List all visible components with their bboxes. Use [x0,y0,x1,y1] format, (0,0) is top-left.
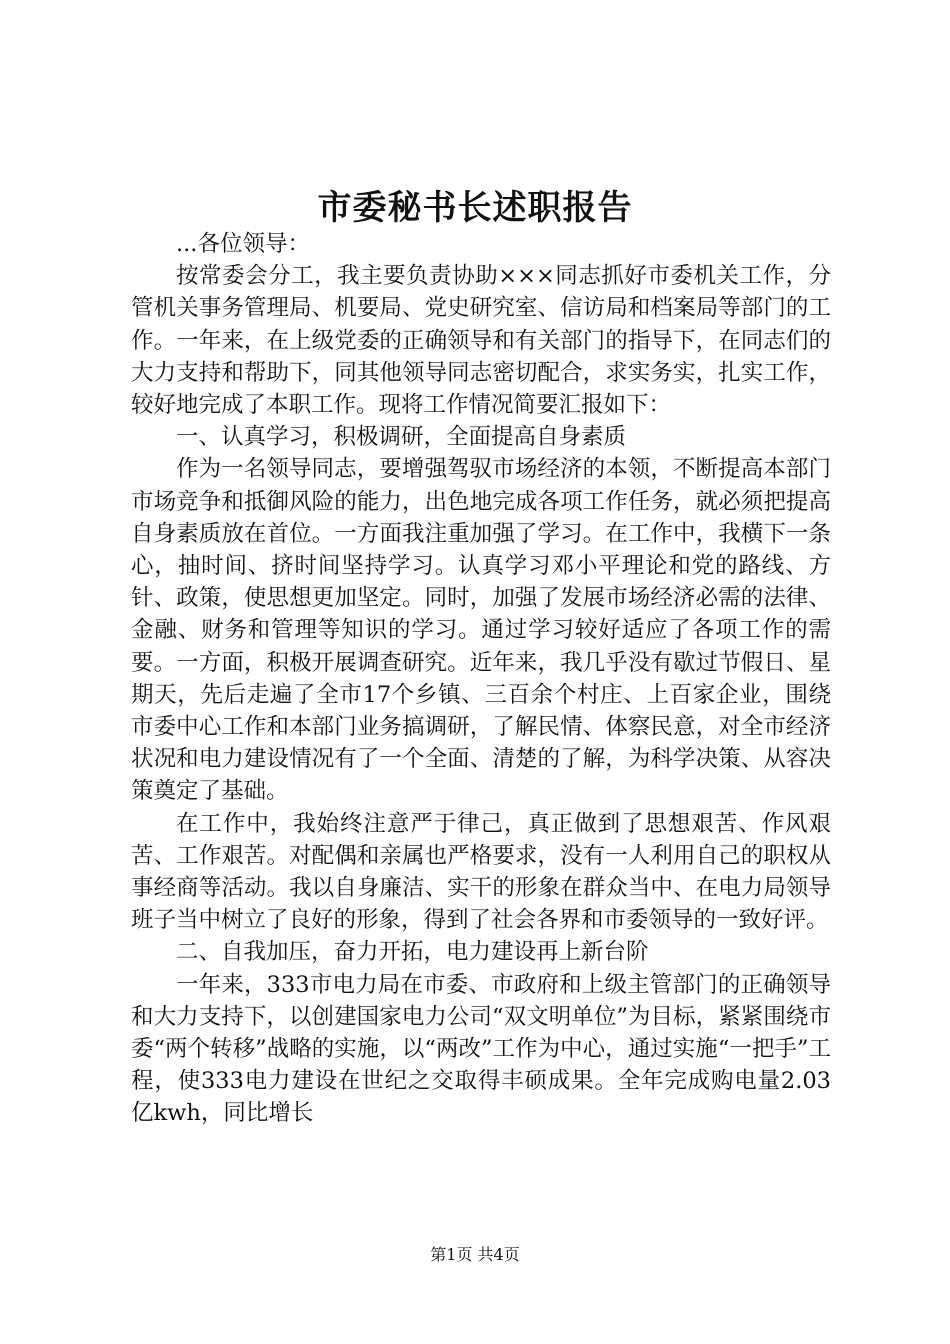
section-heading-1: 一、认真学习，积极调研，全面提高自身素质 [176,424,627,451]
salutation: ...各位领导： [176,231,310,257]
paragraph-study: 作为一名领导同志，要增强驾驭市场经济的本领，不断提高本部门市场竞争和抵御风险的能力，出色地完成各项工作任务，就必须把提高自身素质放在首位。一方面我注重加强了学习。在工作中，我横下一条心，抽时间、挤时间坚持学习。认真学习邓小平理论和党的路线、方针、政策，使思想更加坚定。同时，加强了发展市场经济必需的法律、金融、财务和管理等知识的学习。通过学习较好适应了各项工作的需要。一方面，积极开展调查研究。近年来，我几乎没有歇过节假日、星期天，先后走遍了全市17个乡镇、三百余个村庄、上百家企业，围绕市委中心工作和本部门业务搞调研，了解民情、体察民意，对全市经济状况和电力建设情况有了一个全面、清楚的了解，为科学决策、从容决策奠定了基础。 [131,456,831,805]
document-body [131,228,831,1130]
paragraph-achievements: 一年来，333市电力局在市委、市政府和上级主管部门的正确领导和大力支持下，以创建国家电力公司“双文明单位”为目标，紧紧围绕市委“两个转移”战略的实施，以“两改”工作为中心，通过实施“一把手”工程，使333电力建设在世纪之交取得丰硕成果。全年完成购电量2.03亿kwh，同比增长 [131,971,831,1127]
page-indicator: 第1页 共4页 [430,1245,520,1264]
paragraph-discipline: 在工作中，我始终注意严于律己，真正做到了思想艰苦、作风艰苦、工作艰苦。对配偶和亲属也严格要求，没有一人利用自己的职权从事经商等活动。我以自身廉洁、实干的形象在群众当中、在电力局领导班子当中树立了良好的形象，得到了社会各界和市委领导的一致好评。 [131,810,831,934]
document-title: 市委秘书长述职报告 [317,188,633,228]
paragraph-intro: 按常委会分工，我主要负责协助×××同志抓好市委机关工作，分管机关事务管理局、机要局、党史研究室、信访局和档案局等部门的工作。一年来，在上级党委的正确领导和有关部门的指导下，在同志们的大力支持和帮助下，同其他领导同志密切配合，求实务实，扎实工作，较好地完成了本职工作。现将工作情况简要汇报如下： [131,263,831,419]
section-heading-2: 二、自我加压，奋力开拓，电力建设再上新台阶 [176,939,649,966]
